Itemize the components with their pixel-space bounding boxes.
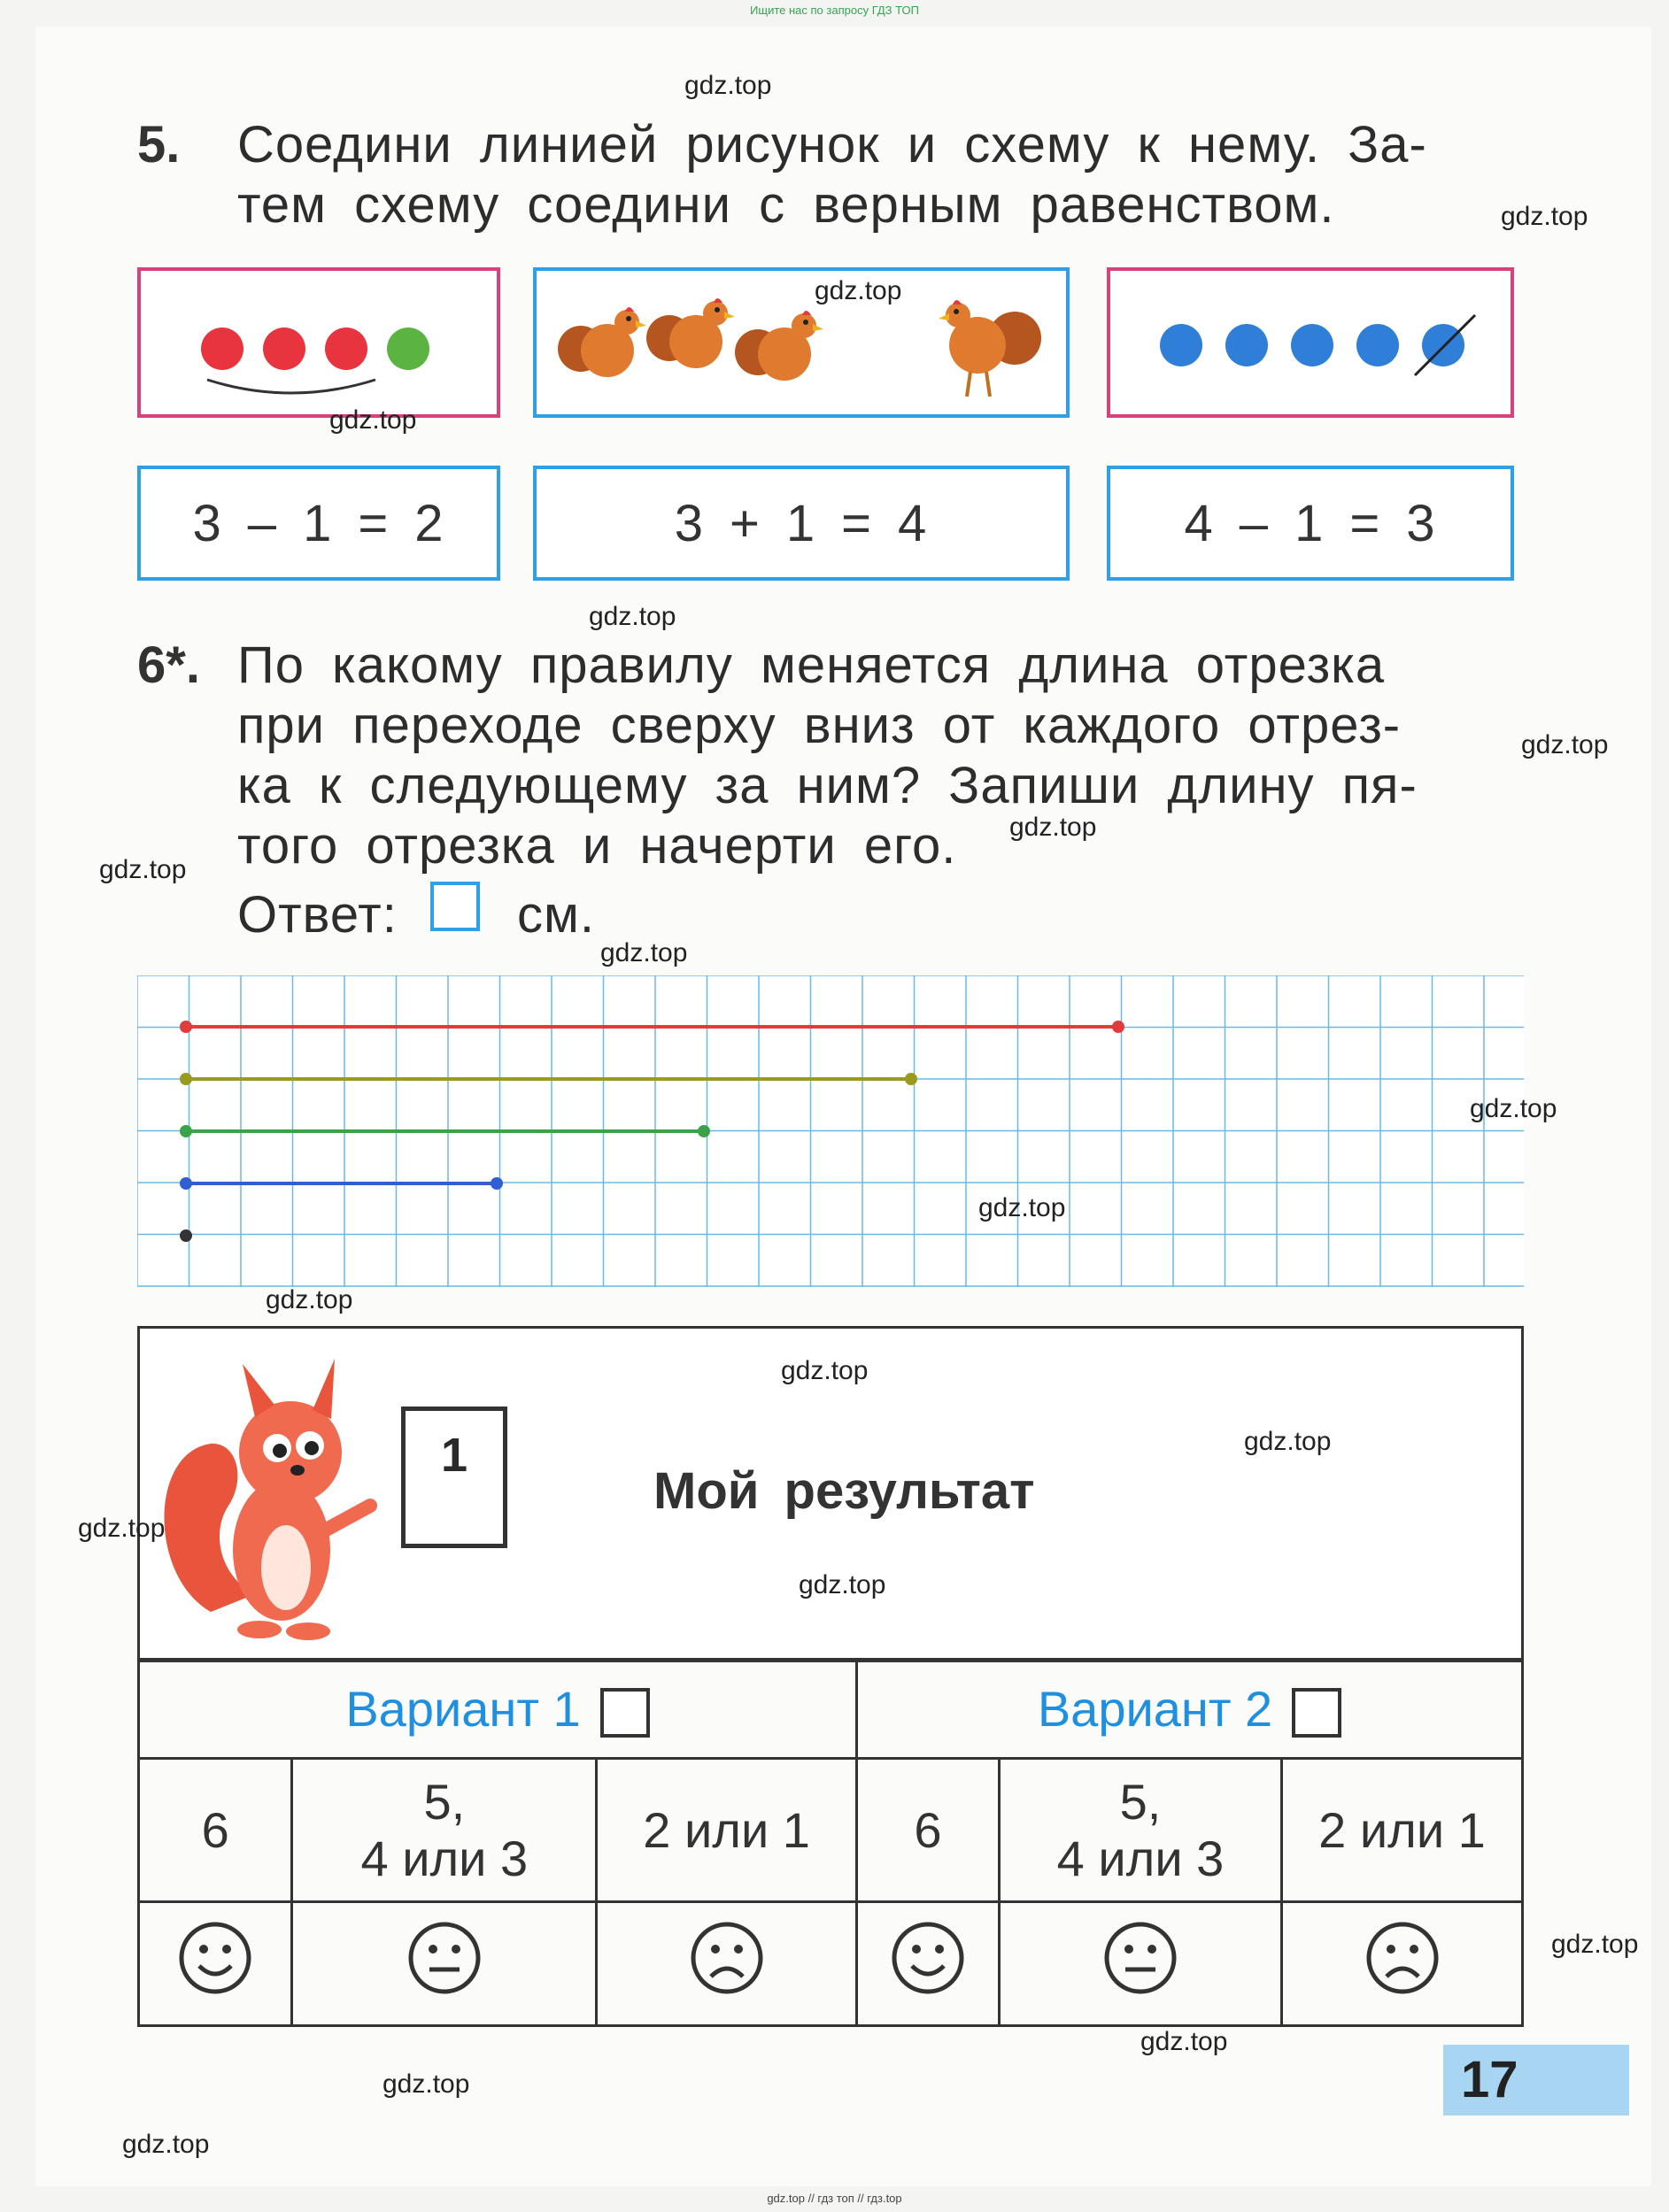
watermark: gdz.top (781, 1356, 869, 1385)
neutral-face-icon (1101, 1918, 1180, 1998)
eq3-equals: = (1349, 494, 1382, 552)
result-title: Мой результат (653, 1462, 1035, 1520)
v2-score-high: 6 (857, 1759, 1000, 1902)
sad-face-icon (1363, 1918, 1442, 1998)
segment-endpoint-1 (180, 1021, 192, 1033)
answer-unit: см. (517, 886, 595, 944)
sad-face-icon (687, 1918, 767, 1998)
watermark: gdz.top (1009, 813, 1097, 842)
eq1-a: 3 (192, 494, 223, 552)
segment-endpoint-5 (180, 1229, 192, 1242)
turkey-icon (558, 307, 646, 377)
watermark: gdz.top (799, 1570, 886, 1599)
eq1-result: 2 (414, 494, 445, 552)
eq3-op: – (1239, 494, 1271, 552)
watermark: gdz.top (1501, 202, 1588, 231)
eq3-a: 4 (1184, 494, 1215, 552)
result-table (137, 1658, 1524, 2027)
happy-face-icon (888, 1918, 968, 1998)
task6-number: 6*. (137, 636, 200, 694)
eq3-b: 1 (1294, 494, 1325, 552)
v2-score-low: 2 или 1 (1282, 1759, 1523, 1902)
v1-score-high: 6 (139, 1759, 292, 1902)
watermark: gdz.top (1140, 2027, 1228, 2056)
watermark: gdz.top (815, 276, 902, 305)
page-number: 17 (1443, 2045, 1629, 2116)
v1-score-mid-line1: 5, (423, 1773, 466, 1830)
green-dot (387, 328, 429, 370)
picture-box-blue-dots[interactable] (1107, 267, 1514, 418)
watermark: gdz.top (78, 1514, 166, 1543)
red-dot (201, 328, 243, 370)
v1-score-low: 2 или 1 (597, 1759, 857, 1902)
red-dot (263, 328, 305, 370)
grouping-arc (203, 375, 380, 402)
watermark: gdz.top (382, 2069, 470, 2099)
task5-text-line2: тем схему соедини с верным равенством. (237, 176, 1335, 234)
eq1-equals: = (358, 494, 390, 552)
segments-grid[interactable] (137, 975, 1524, 1287)
picture-box-dots[interactable] (137, 267, 500, 418)
equation-box-2[interactable] (533, 466, 1070, 581)
squirrel-illustration (158, 1346, 379, 1647)
segment-endpoint-3 (698, 1125, 710, 1137)
variant2-checkbox[interactable] (1292, 1688, 1341, 1738)
v2-score-mid-line1: 5, (1119, 1773, 1162, 1830)
eq3-result: 3 (1406, 494, 1437, 552)
task6-text-line2: при переходе сверху вниз от каждого отрез- (237, 697, 1402, 754)
watermark: gdz.top (978, 1193, 1066, 1222)
segment-endpoint-1 (1112, 1021, 1124, 1033)
answer-label: Ответ: (237, 886, 398, 944)
v1-score-mid (292, 1759, 597, 1902)
v2-neutral-cell[interactable] (1000, 1902, 1282, 2026)
turkey-icon (646, 298, 735, 368)
eq1-op: – (247, 494, 279, 552)
eq2-b: 1 (785, 494, 817, 552)
eq2-a: 3 (674, 494, 705, 552)
segment-endpoint-4 (180, 1177, 192, 1190)
watermark: gdz.top (684, 71, 772, 100)
equation-box-3[interactable] (1107, 466, 1514, 581)
task6-text-line1: По какому правилу меняется длина отрезка (237, 636, 1386, 694)
v2-happy-cell[interactable] (857, 1902, 1000, 2026)
segment-endpoint-2 (905, 1073, 917, 1085)
watermark: gdz.top (99, 855, 187, 884)
v2-score-mid (1000, 1759, 1282, 1902)
segment-endpoint-2 (180, 1073, 192, 1085)
v2-sad-cell[interactable] (1282, 1902, 1523, 2026)
neutral-face-icon (405, 1918, 484, 1998)
task5-text-line1: Соедини линией рисунок и схему к нему. За- (237, 116, 1427, 173)
card-number: 1 (401, 1407, 507, 1548)
turkey-icon (735, 311, 823, 381)
variant2-header (857, 1660, 1523, 1759)
watermark: gdz.top (1521, 730, 1609, 759)
blue-dot (1356, 324, 1399, 366)
eq1-b: 1 (303, 494, 334, 552)
watermark: gdz.top (1551, 1930, 1639, 1959)
v1-neutral-cell[interactable] (292, 1902, 597, 2026)
cross-out-line (1410, 310, 1480, 381)
variant1-checkbox[interactable] (600, 1688, 650, 1738)
watermark: gdz.top (266, 1285, 353, 1314)
watermark: gdz.top (1470, 1094, 1557, 1123)
answer-input-box[interactable] (430, 882, 480, 931)
variant2-label: Вариант 2 (1037, 1680, 1273, 1737)
picture-box-turkeys[interactable] (533, 267, 1070, 418)
blue-dot (1291, 324, 1333, 366)
watermark: gdz.top (1244, 1427, 1332, 1456)
red-dot (325, 328, 367, 370)
variant1-header (139, 1660, 857, 1759)
eq2-op: + (729, 494, 761, 552)
watermark: gdz.top (589, 602, 676, 631)
watermark: gdz.top (122, 2130, 210, 2159)
watermark: gdz.top (600, 938, 688, 967)
v1-score-mid-line2: 4 или 3 (360, 1830, 529, 1886)
v2-score-mid-line2: 4 или 3 (1056, 1830, 1225, 1886)
task6-text-line3: ка к следующему за ним? Запиши длину пя- (237, 757, 1418, 814)
v1-happy-cell[interactable] (139, 1902, 292, 2026)
eq2-result: 4 (898, 494, 929, 552)
blue-dot (1160, 324, 1202, 366)
task5-number: 5. (137, 116, 181, 173)
v1-sad-cell[interactable] (597, 1902, 857, 2026)
segment-endpoint-4 (491, 1177, 503, 1190)
bottom-note: gdz.top // гдз топ // гдз.top (767, 2192, 902, 2205)
happy-face-icon (175, 1918, 255, 1998)
equation-box-1[interactable] (137, 466, 500, 581)
blue-dot (1225, 324, 1268, 366)
top-note: Ищите нас по запросу ГДЗ ТОП (750, 4, 919, 17)
turkey-icon (939, 300, 1041, 397)
turkeys-illustration (554, 287, 1055, 406)
watermark: gdz.top (329, 405, 417, 435)
segment-endpoint-3 (180, 1125, 192, 1137)
task6-text-line4: того отрезка и начерти его. (237, 817, 957, 875)
eq2-equals: = (841, 494, 873, 552)
variant1-label: Вариант 1 (345, 1680, 581, 1737)
